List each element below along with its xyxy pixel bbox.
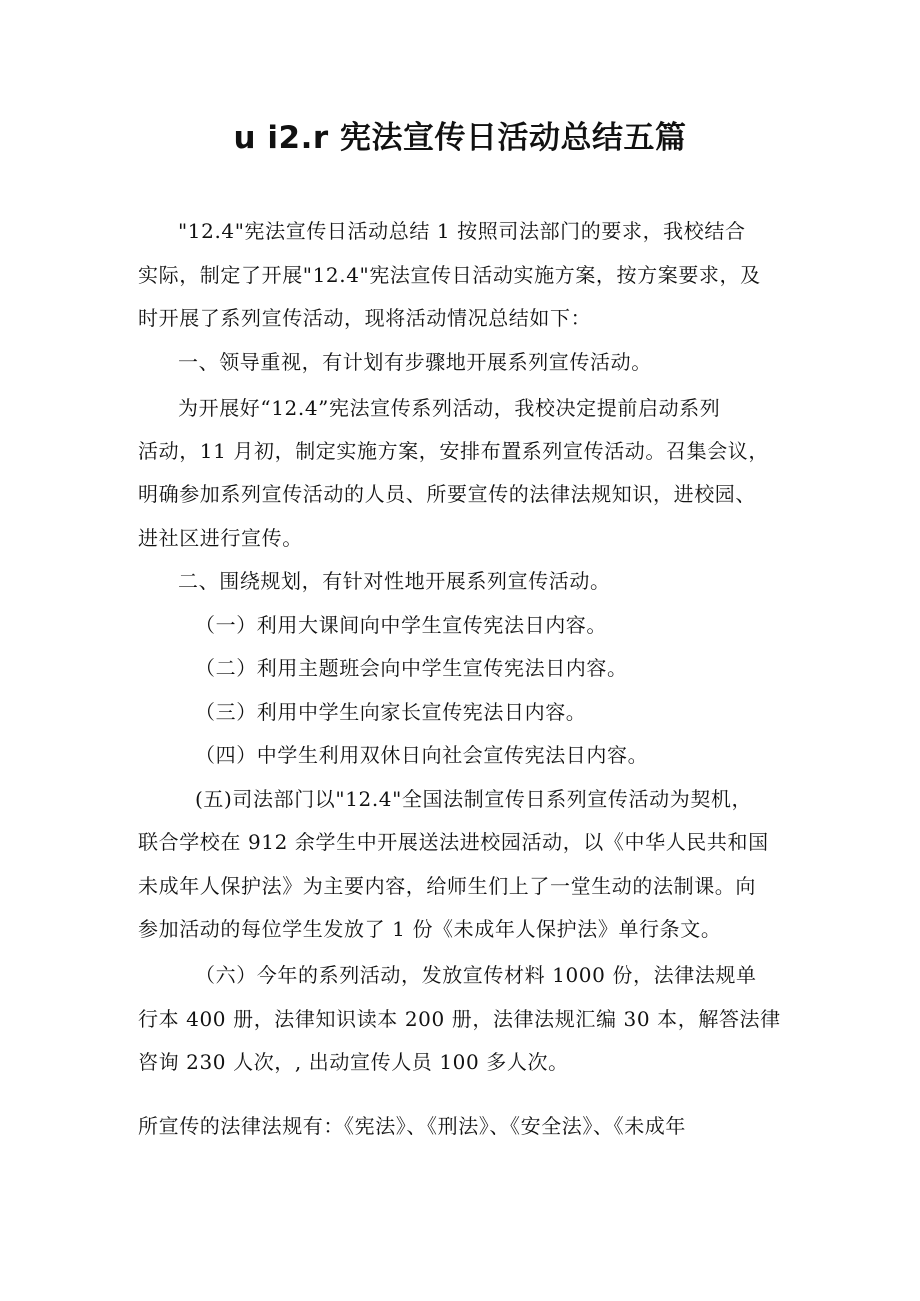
section-heading: 二、围绕规划，有针对性地开展系列宣传活动。: [178, 569, 611, 593]
paragraph-line: 所宣传的法律法规有：《宪法》、《刑法》、《安全法》、《未成年: [138, 1114, 686, 1138]
paragraph-line: 参加活动的每位学生发放了 1 份《未成年人保护法》单行条文。: [138, 917, 722, 941]
paragraph-line: 联合学校在 912 余学生中开展送法进校园活动，以《中华人民共和国: [138, 830, 769, 854]
document-title: u i2.r 宪法宣传日活动总结五篇: [233, 120, 687, 156]
list-item: （四）中学生利用双休日向社会宣传宪法日内容。: [195, 743, 649, 767]
paragraph-line: 行本 400 册，法律知识读本 200 册，法律法规汇编 30 本，解答法律: [138, 1007, 781, 1031]
list-item: (五)司法部门以"12.4"全国法制宣传日系列宣传活动为契机，: [195, 787, 753, 811]
list-item: （六）今年的系列活动，发放宣传材料 1000 份，法律法规单: [195, 963, 757, 987]
list-item: （三）利用中学生向家长宣传宪法日内容。: [195, 700, 587, 724]
section-heading: 一、领导重视，有计划有步骤地开展系列宣传活动。: [178, 350, 652, 374]
paragraph-line: 时开展了系列宣传活动，现将活动情况总结如下：: [138, 306, 592, 330]
paragraph-line: 咨询 230 人次，, 出动宣传人员 100 多人次。: [138, 1050, 569, 1074]
paragraph-line: 活动，11 月初，制定实施方案，安排布置系列宣传活动。召集会议，: [138, 439, 770, 463]
paragraph-line: 明确参加系列宣传活动的人员、所要宣传的法律法规知识，进校园、: [138, 482, 756, 506]
paragraph-line: 实际，制定了开展"12.4"宪法宣传日活动实施方案，按方案要求，及: [138, 263, 761, 287]
paragraph-line: 未成年人保护法》为主要内容，给师生们上了一堂生动的法制课。向: [138, 874, 756, 898]
list-item: （一）利用大课间向中学生宣传宪法日内容。: [195, 613, 607, 637]
paragraph-line: 进社区进行宣传。: [138, 526, 303, 550]
list-item: （二）利用主题班会向中学生宣传宪法日内容。: [195, 656, 628, 680]
paragraph-line: 为开展好“12.4”宪法宣传系列活动，我校决定提前启动系列: [178, 396, 721, 420]
paragraph-line: "12.4"宪法宣传日活动总结 1 按照司法部门的要求，我校结合: [178, 219, 746, 243]
